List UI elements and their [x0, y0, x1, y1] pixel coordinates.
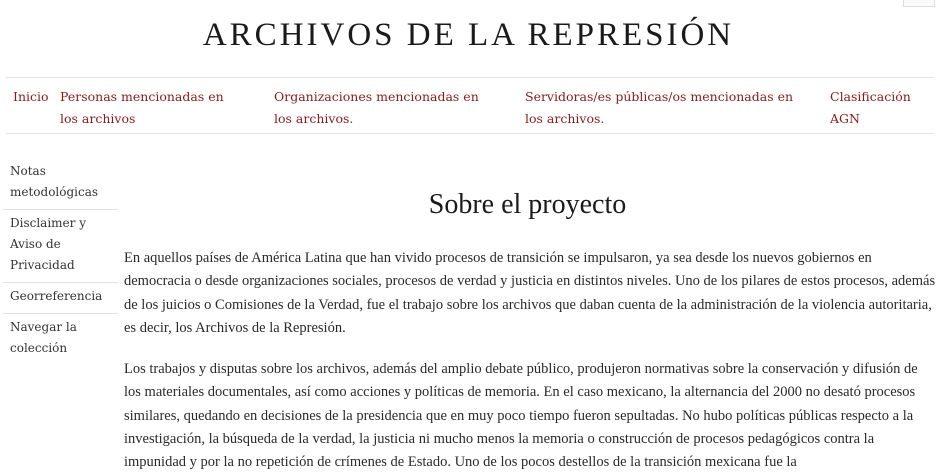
top-nav	[6, 77, 934, 134]
paragraph-second: Los trabajos y disputas sobre los archivos, además del amplio debate público, produjeron normativas sobre la conservación y difusión de los materiales documentales, así como acciones y políticas de memoria. En el caso mexicano, la alternancia del 2000 no desató procesos similares, quedando en decisiones de la presidencia que en muy poco tiempo fueron sepultadas. No hubo políticas públicas respecto a la investigación, la búsqueda de la verdad, la justicia ni mucho menos la memoria o construcción de procesos pedagógicos contra la impunidad y por la no repetición de crímenes de Estado. Uno de los pocos destellos de la transición mexicana fue la	[124, 361, 918, 471]
nav-item-organizaciones[interactable]: Organizaciones mencionadas en los archivos.	[274, 89, 479, 126]
sidebar	[3, 158, 118, 365]
sidebar-item-navegar-coleccion[interactable]: Navegar la colección	[10, 320, 77, 355]
sidebar-item-notas-metodologicas[interactable]: Notas metodológicas	[3, 158, 118, 210]
sidebar-item-georreferencia[interactable]: Georreferencia	[3, 283, 118, 314]
paragraph-intro: En aquellos países de América Latina que han vivido procesos de transición se impulsaron, ya sea desde los nuevos gobiernos en democracia o desde organizaciones sociales, procesos de verdad y justicia en distintos niveles. Uno de los pilares de estos procesos, además de los juicios o Comisiones de la Verdad, fue el trabajo sobre los archivos que daban cuenta de la administración de la violencia autoritaria, es decir, los Archivos de la Represión.	[124, 250, 936, 336]
site-title[interactable]: ARCHIVOS DE LA REPRESIÓN	[202, 17, 735, 53]
nav-item-personas[interactable]: Personas mencionadas en los archivos	[60, 89, 224, 126]
sidebar-item-disclaimer[interactable]: Disclaimer y Aviso de Privacidad	[3, 210, 118, 283]
nav-item-servidores[interactable]: Servidoras/es públicas/os mencionadas en los archivos.	[525, 89, 794, 126]
page-title: Sobre el proyecto	[428, 189, 627, 220]
nav-item-inicio[interactable]: Inicio	[13, 89, 49, 104]
corner-widget	[903, 0, 935, 7]
nav-item-clasificacion-agn[interactable]: Clasificación AGN	[830, 89, 911, 126]
